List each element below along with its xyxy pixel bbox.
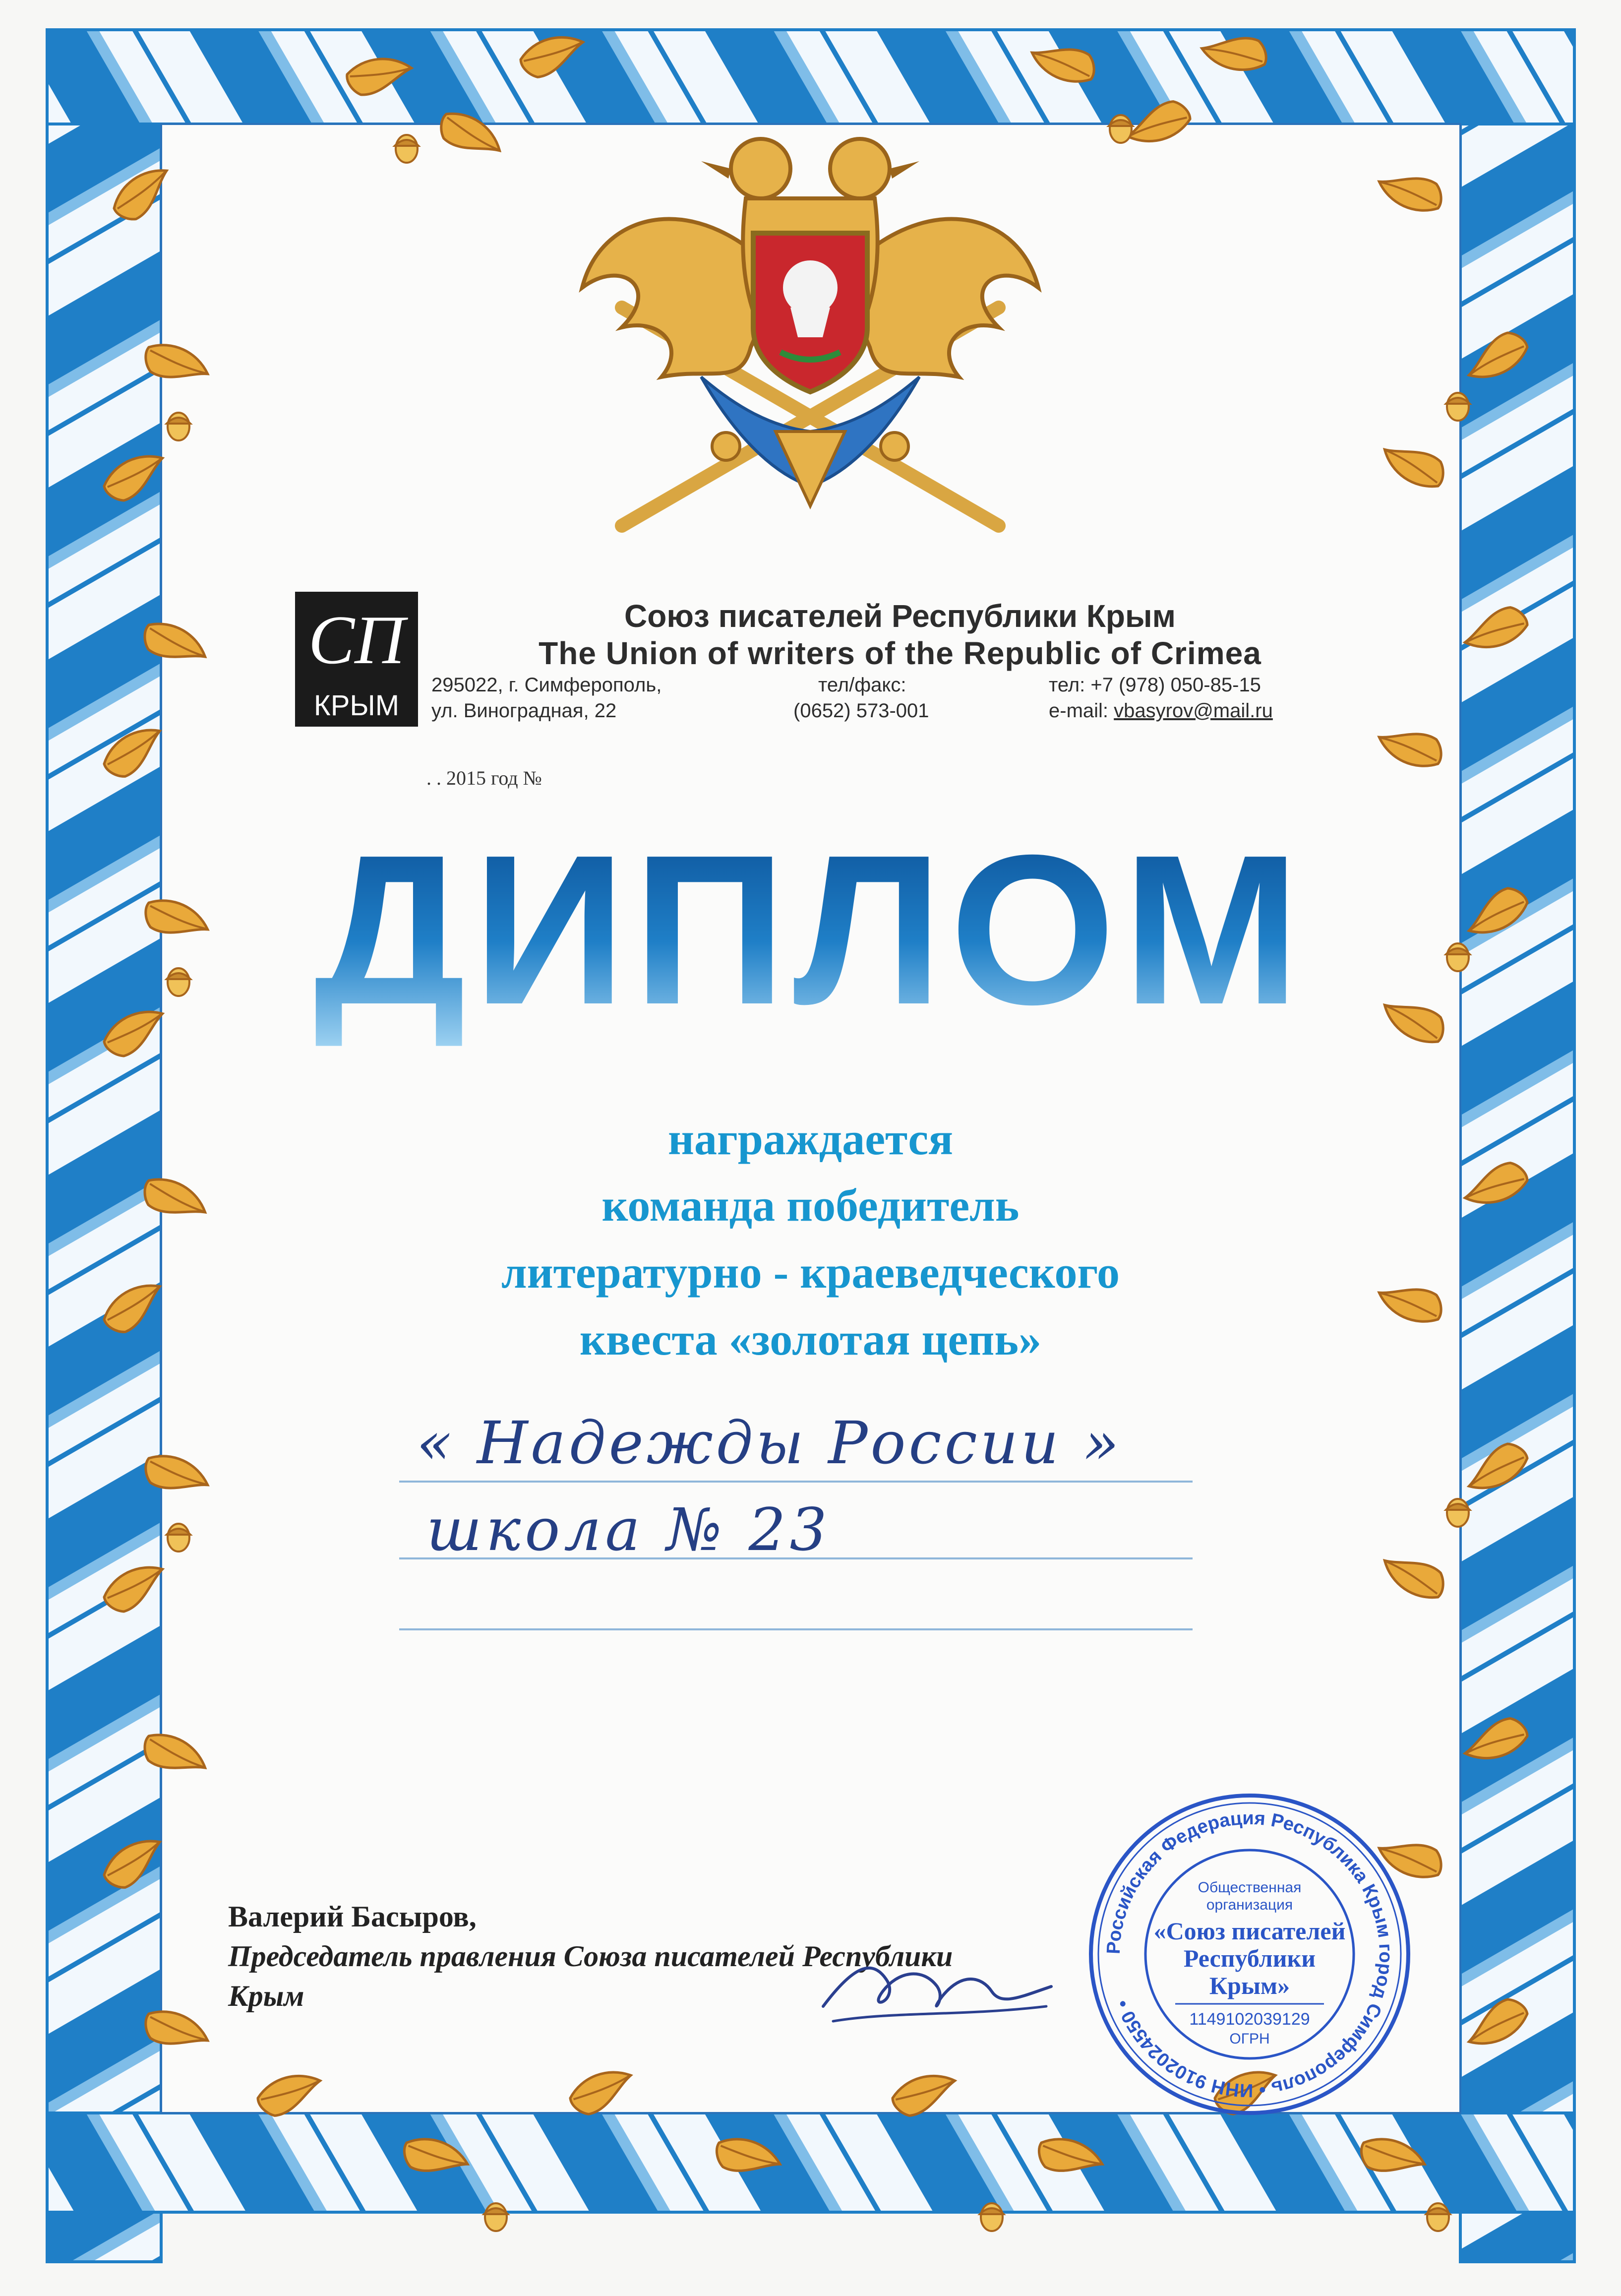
diploma-title-text: ДИПЛОМ <box>314 811 1307 1049</box>
seal-ring-text: Российская Федерация Республика Крым город Симферополь • ИНН 9102024550 • <box>1103 1807 1396 2101</box>
diploma-title <box>0 813 1621 1047</box>
email <box>1049 699 1273 722</box>
email-link[interactable]: vbasyrov@mail.ru <box>1114 700 1273 722</box>
seal-center-name-1: «Союз писателей <box>1153 1917 1346 1945</box>
org-name-en: The Union of writers of the Republic of Crimea <box>539 635 1261 671</box>
seal-ogrn-number: 1149102039129 <box>1189 2010 1310 2029</box>
handwritten-school: школа № 23 <box>426 1495 831 1564</box>
award-line-1: награждается <box>668 1114 953 1164</box>
phone-number: тел: +7 (978) 050-85-15 <box>1049 674 1261 696</box>
fill-line-1 <box>399 1481 1193 1483</box>
official-seal <box>1081 1786 1418 2123</box>
award-line-2: команда победитель <box>601 1180 1020 1231</box>
seal-center-small-2: организация <box>1206 1897 1293 1913</box>
union-logo <box>295 592 418 727</box>
address-line-1: 295022, г. Симферополь, <box>431 674 662 696</box>
award-line-3: литературно - краеведческого <box>501 1247 1120 1298</box>
address-line-2: ул. Виноградная, 22 <box>431 700 617 722</box>
handwritten-signature <box>813 1937 1061 2036</box>
fill-line-2 <box>399 1557 1193 1559</box>
telfax-number: (0652) 573-001 <box>793 700 929 722</box>
email-label: e-mail: <box>1049 700 1114 722</box>
fill-line-3 <box>399 1628 1193 1630</box>
seal-center-name-3: Крым» <box>1209 1972 1290 1999</box>
signer-position-line-1: Председатель правления Союза писателей Республики <box>228 1940 953 1973</box>
signer-name: Валерий Басыров, <box>228 1900 477 1933</box>
signer-position-line-2: Крым <box>228 1980 304 2012</box>
logo-subtitle: КРЫМ <box>313 689 400 722</box>
award-line-4: квеста «золотая цепь» <box>579 1314 1041 1365</box>
telfax-label: тел/факс: <box>818 674 906 696</box>
org-name-ru: Союз писателей Республики Крым <box>624 598 1176 634</box>
seal-center-name-2: Республики <box>1183 1944 1316 1972</box>
logo-monogram: СП <box>308 602 405 679</box>
handwritten-team-name: « Надежды России » <box>417 1409 1122 1477</box>
date-number-line: . . 2015 год № <box>426 767 542 789</box>
seal-center-small-1: Общественная <box>1198 1879 1302 1896</box>
seal-ogrn-label: ОГРН <box>1229 2031 1270 2047</box>
